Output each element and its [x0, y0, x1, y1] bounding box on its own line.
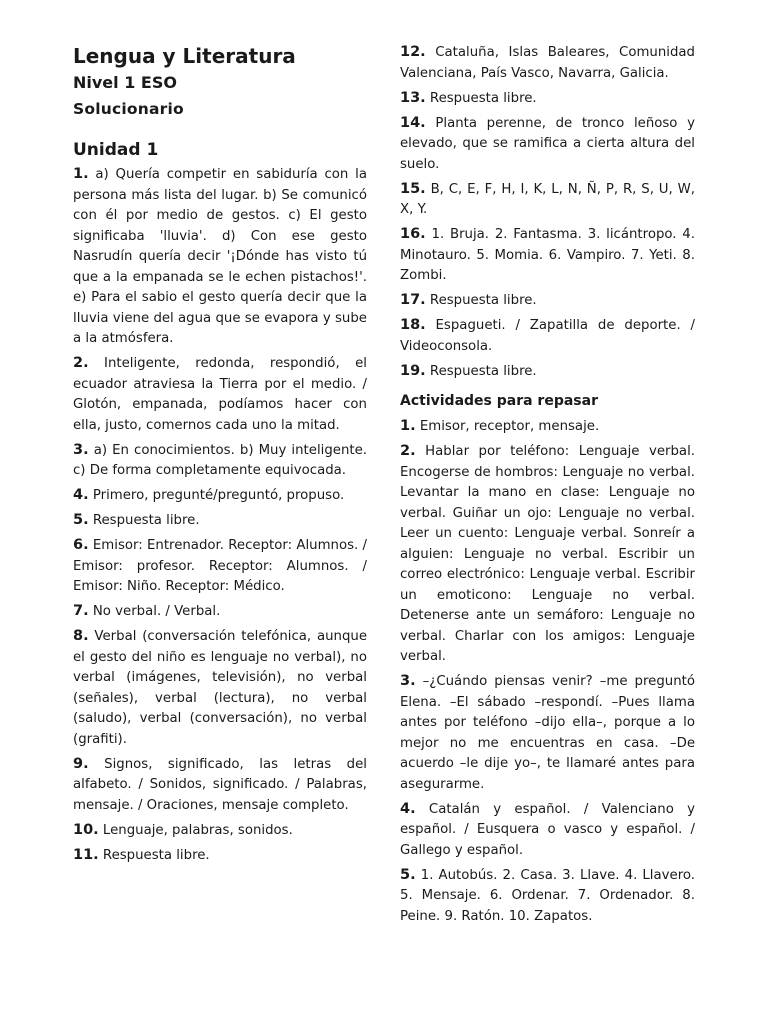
- answer-number: 4.: [400, 800, 416, 817]
- answer-text: 1. Autobús. 2. Casa. 3. Llave. 4. Llavero. 5. Mensaje. 6. Ordenar. 7. Ordenador. 8. Peine. 9. Ratón. 10. Zapatos.: [400, 867, 696, 924]
- answer-number: 1.: [400, 418, 416, 434]
- answer-item: [73, 510, 367, 532]
- answer-item: [400, 671, 695, 795]
- answer-text: No verbal. / Verbal.: [92, 604, 221, 619]
- answer-text: Cataluña, Islas Baleares, Comunidad Valenciana, País Vasco, Navarra, Galicia.: [400, 45, 695, 81]
- answer-item: [400, 42, 695, 84]
- right-column: [400, 42, 695, 931]
- answer-text: Lenguaje, palabras, sonidos.: [102, 822, 293, 838]
- answer-text: Primero, pregunté/preguntó, propuso.: [92, 488, 345, 503]
- answer-text: B, C, E, F, H, I, K, L, N, Ñ, P, R, S, U, W, X, Y.: [400, 181, 695, 217]
- answer-text: Signos, significado, las letras del alfabeto. / Sonidos, significado. / Palabras, mensaje. / Oraciones, mensaje completo.: [73, 756, 367, 813]
- answer-item: [400, 441, 695, 668]
- answer-item: [400, 113, 695, 176]
- answer-number: 5.: [400, 866, 416, 883]
- answer-number: 4.: [73, 487, 89, 503]
- answer-text: Respuesta libre.: [429, 363, 537, 379]
- answer-number: 10.: [73, 821, 99, 838]
- answer-text: Verbal (conversación telefónica, aunque el gesto del niño es lenguaje no verbal), no verbal (imágenes, televisión), no verbal (señales), verbal (lectura), no verbal (saludo), verbal (conversación), no verbal (grafiti).: [73, 629, 367, 747]
- answer-item: [73, 601, 367, 623]
- answer-item: [73, 353, 367, 436]
- answer-number: 11.: [73, 846, 99, 863]
- answer-text: a) Quería competir en sabiduría con la persona más lista del lugar. b) Se comunicó con él por medio de gestos. c) El gesto significaba 'lluvia'. d) Con ese gesto Nasrudín quería decir '¡Dónde has visto tú que a la empanada se le echen pistachos!'. e) Para el sabio el gesto quería decir que la lluvia viene del agua que se evapora y sube a la atmósfera.: [73, 167, 367, 346]
- review-section-title: Actividades para repasar: [400, 393, 598, 409]
- level-title: Nivel 1 ESO: [73, 73, 177, 92]
- answer-number: 14.: [400, 114, 426, 131]
- answer-number: 2.: [400, 443, 416, 459]
- answer-number: 12.: [400, 44, 426, 60]
- answer-number: 13.: [400, 89, 426, 106]
- answer-item: [73, 820, 367, 842]
- answer-text: Inteligente, redonda, respondió, el ecuador atraviesa la Tierra por el medio. / Glotón, empanada, podíamos hacer con ella, justo, comernos cada uno la mitad.: [73, 356, 367, 433]
- unit-answers-list-continued: [400, 42, 695, 382]
- answer-number: 9.: [73, 755, 89, 772]
- answer-text: Planta perenne, de tronco leñoso y elevado, que se ramifica a cierta altura del suelo.: [400, 115, 695, 172]
- answer-text: Hablar por teléfono: Lenguaje verbal. Encogerse de hombros: Lenguaje no verbal. Levantar la mano en clase: Lenguaje no verbal. Guiñar un ojo: Lenguaje no verbal. Leer un cuento: Lenguaje verbal. Sonreír a alguien: Lenguaje no verbal. Escribir un correo electrónico: Lenguaje verbal. Escribir un emoticono: Lenguaje no verbal. Detenerse ante un semáforo: Lenguaje no verbal. Charlar con los amigos: Lenguaje verbal.: [400, 444, 695, 664]
- answer-number: 3.: [73, 441, 89, 458]
- answer-item: [400, 799, 695, 862]
- answer-item: [400, 315, 695, 357]
- answer-item: [400, 361, 695, 383]
- answer-text: Respuesta libre.: [102, 847, 210, 863]
- book-title: Lengua y Literatura: [73, 44, 296, 68]
- answer-item: [73, 164, 367, 350]
- answer-text: 1. Bruja. 2. Fantasma. 3. licántropo. 4. Minotauro. 5. Momia. 6. Vampiro. 7. Yeti. 8. Zombi.: [400, 227, 695, 283]
- answer-text: a) En conocimientos. b) Muy inteligente. c) De forma completamente equivocada.: [73, 442, 368, 478]
- answer-number: 1.: [73, 166, 89, 182]
- answer-item: [73, 845, 367, 867]
- answer-item: [400, 290, 695, 312]
- answer-text: Respuesta libre.: [429, 293, 537, 308]
- answer-text: Catalán y español. / Valenciano y español. / Eusquera o vasco y español. / Gallego y español.: [400, 801, 696, 858]
- solutions-subtitle: Solucionario: [73, 100, 184, 118]
- answer-number: 16.: [400, 226, 426, 242]
- answer-number: 15.: [400, 180, 426, 197]
- answer-text: Emisor, receptor, mensaje.: [419, 419, 600, 434]
- answer-number: 5.: [73, 512, 89, 528]
- answer-text: Respuesta libre.: [429, 90, 537, 106]
- answer-item: [73, 535, 367, 598]
- answer-item: [400, 224, 695, 287]
- answer-item: [400, 179, 695, 221]
- answer-text: Emisor: Entrenador. Receptor: Alumnos. / Emisor: profesor. Receptor: Alumnos. / Emisor: Niño. Receptor: Médico.: [73, 538, 368, 594]
- answer-number: 18.: [400, 317, 426, 333]
- answer-item: [73, 485, 367, 507]
- answer-number: 17.: [400, 292, 426, 308]
- answer-text: –¿Cuándo piensas venir? –me preguntó Elena. –El sábado –respondí. –Pues llama antes por teléfono –dijo ella–, porque a lo mejor no me encuentras en casa. –De acuerdo –le dije yo–, te llamaré antes para asegurarme.: [400, 674, 695, 792]
- answer-number: 19.: [400, 362, 426, 379]
- answer-item: [400, 865, 695, 928]
- review-answers-list: [400, 416, 695, 927]
- unit-answers-list: [73, 164, 367, 866]
- answer-item: [73, 754, 367, 817]
- unit-title: Unidad 1: [73, 140, 159, 160]
- answer-number: 8.: [73, 628, 89, 644]
- answer-item: [73, 626, 367, 750]
- answer-item: [400, 88, 695, 110]
- answer-text: Espagueti. / Zapatilla de deporte. / Videoconsola.: [400, 318, 695, 354]
- answer-number: 2.: [73, 355, 89, 371]
- answer-item: [73, 440, 367, 482]
- answer-number: 3.: [400, 673, 416, 689]
- left-column: [73, 42, 367, 870]
- answer-number: 7.: [73, 603, 89, 619]
- answer-text: Respuesta libre.: [92, 513, 200, 528]
- answer-number: 6.: [73, 537, 89, 553]
- answer-item: [400, 416, 695, 438]
